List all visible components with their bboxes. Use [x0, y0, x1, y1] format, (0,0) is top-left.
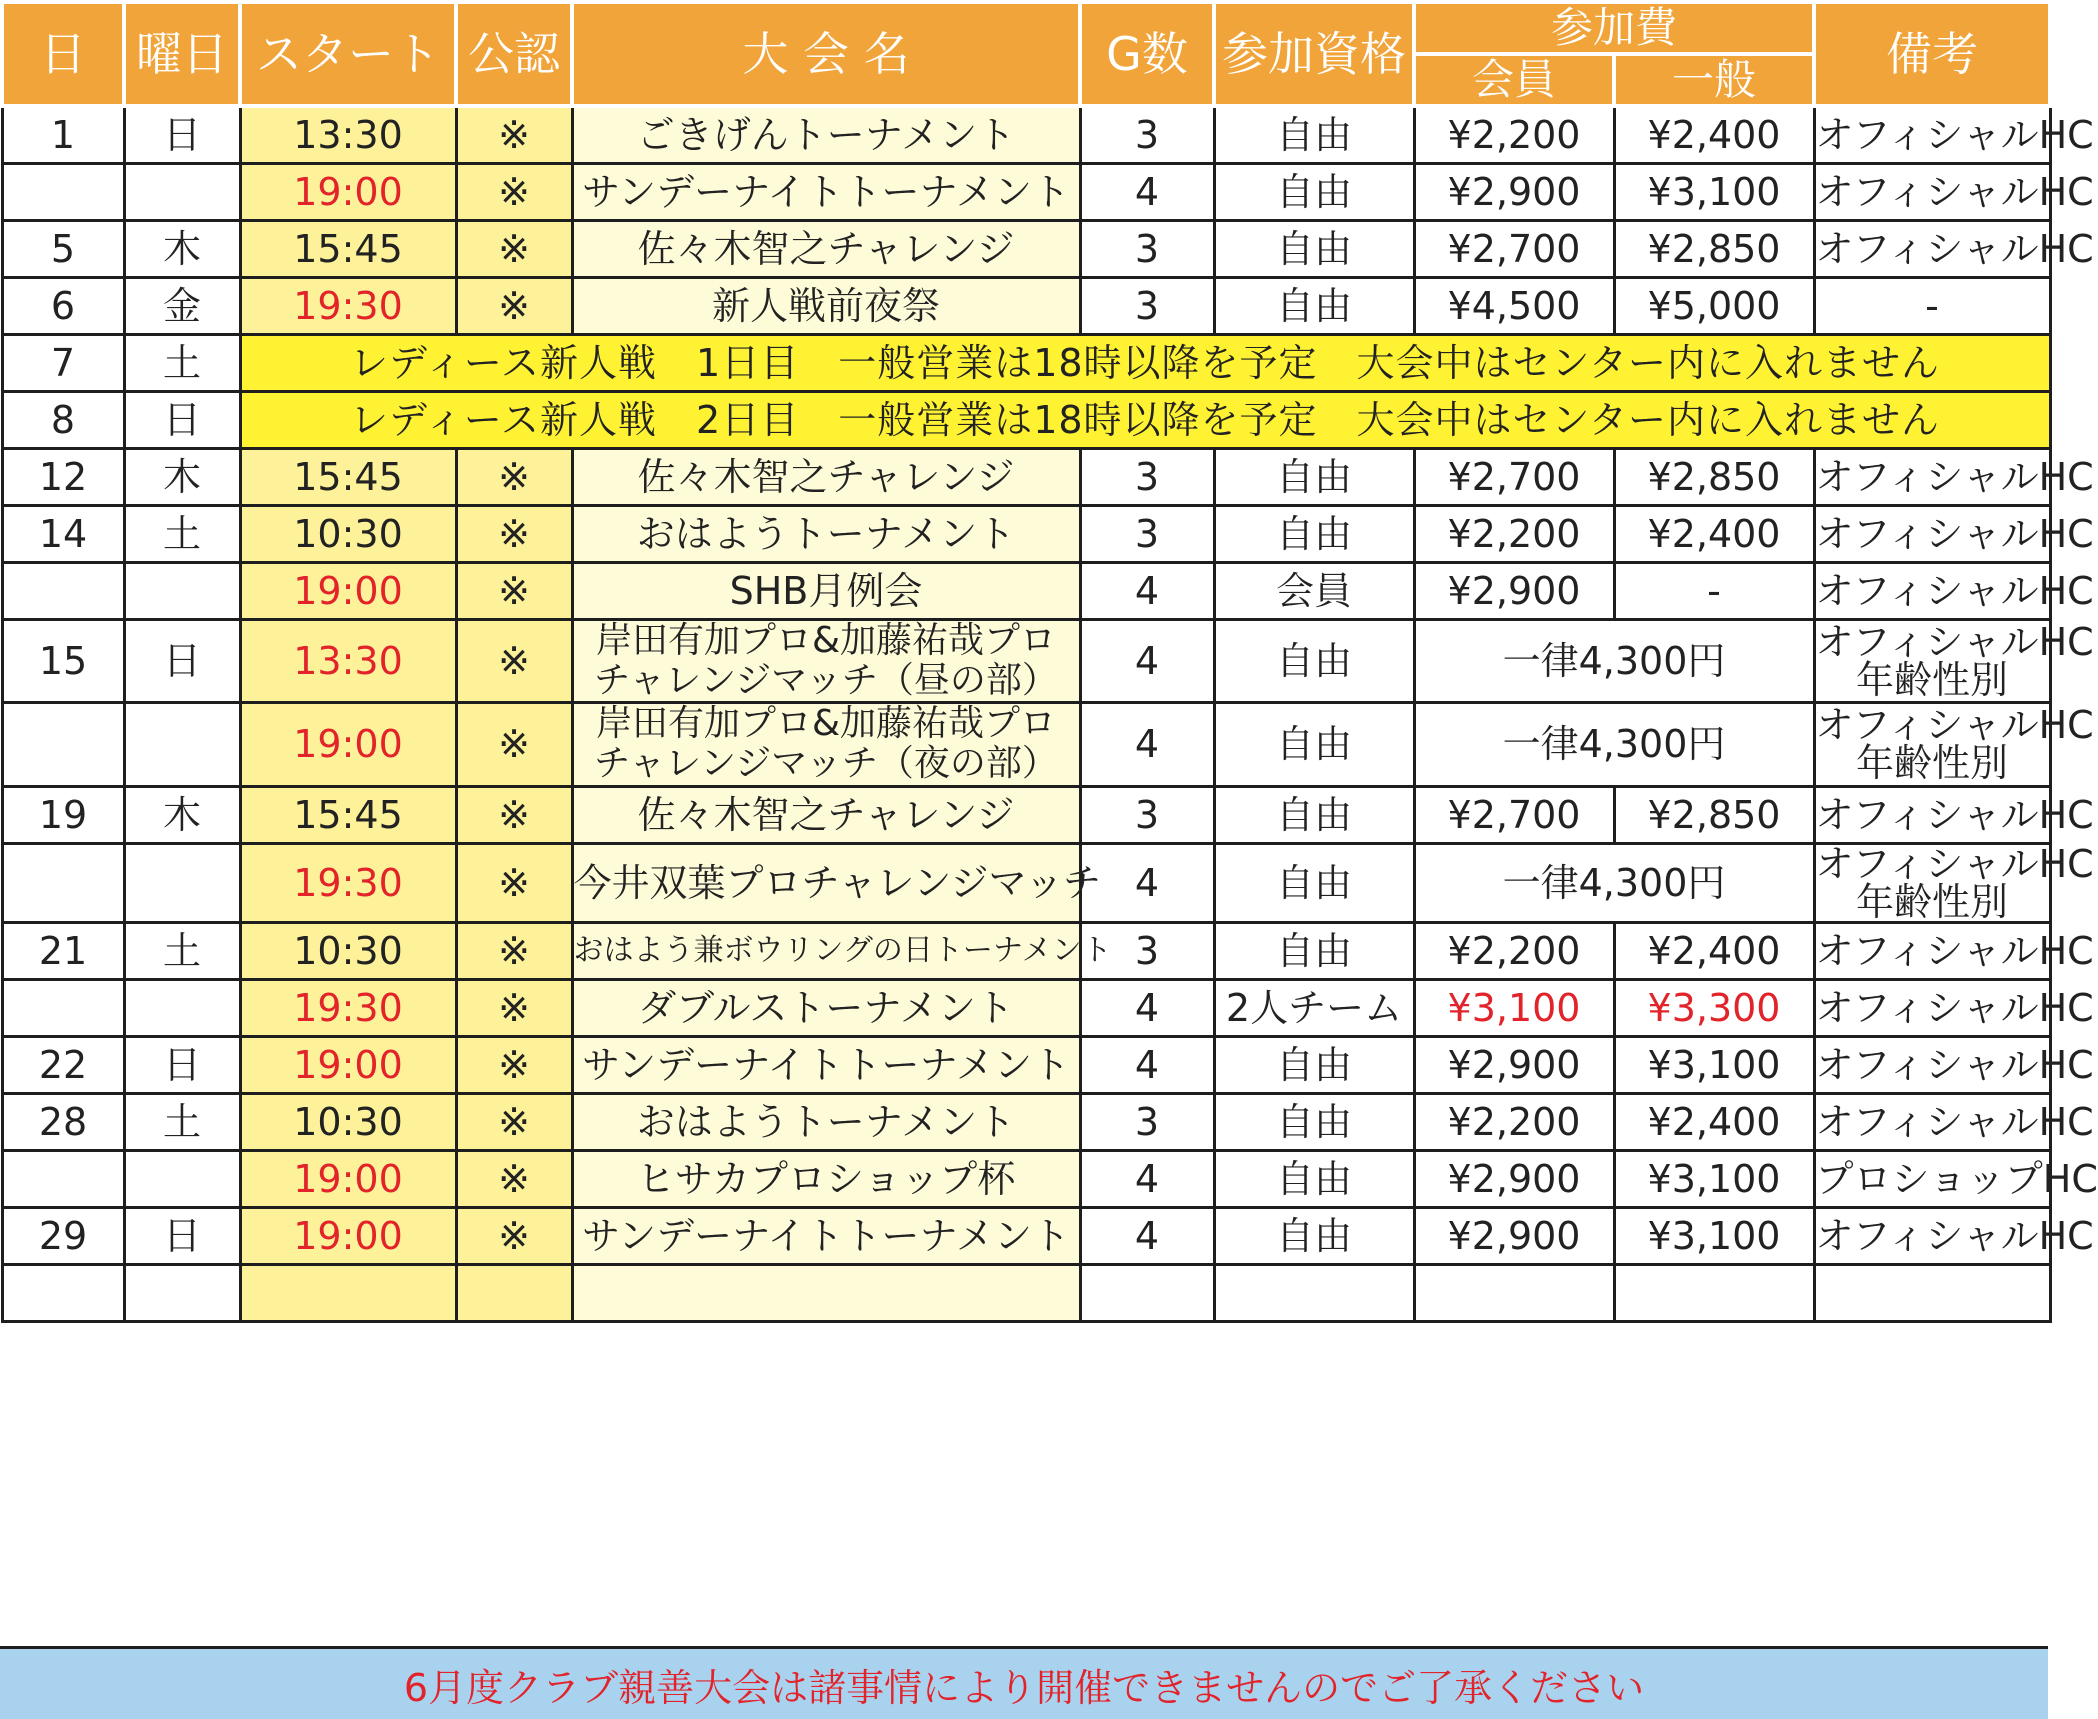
tournament-name-cell: SHB月例会 [572, 562, 1080, 619]
eligibility-cell: 自由 [1214, 703, 1414, 787]
certified-mark-cell: ※ [456, 1036, 572, 1093]
member-fee-cell: ¥2,900 [1414, 1150, 1614, 1207]
tournament-name-cell: おはようトーナメント [572, 505, 1080, 562]
remarks-line1: オフィシャルHC [1815, 841, 2094, 886]
eligibility-cell: 2人チーム [1214, 979, 1414, 1036]
day-cell [2, 1150, 124, 1207]
general-fee-cell: ¥3,300 [1614, 979, 1814, 1036]
header-games: G数 [1080, 2, 1214, 106]
general-fee-cell: ¥2,850 [1614, 220, 1814, 277]
empty-cell [1080, 1264, 1214, 1321]
empty-cell [2, 1264, 124, 1321]
empty-cell [240, 1264, 456, 1321]
empty-cell [1414, 1264, 1614, 1321]
day-cell: 29 [2, 1207, 124, 1264]
footer-notice: 6月度クラブ親善大会は諸事情により開催できませんのでご了承ください [0, 1646, 2048, 1719]
empty-cell [456, 1264, 572, 1321]
tournament-name-cell: 佐々木智之チャレンジ [572, 448, 1080, 505]
start-time-cell: 10:30 [240, 922, 456, 979]
day-cell: 28 [2, 1093, 124, 1150]
general-fee-cell: - [1614, 562, 1814, 619]
flat-fee-cell: 一律4,300円 [1414, 703, 1814, 787]
table-header [2, 2, 2050, 106]
table-row [2, 1093, 2050, 1150]
eligibility-cell: 自由 [1214, 786, 1414, 843]
start-time-cell: 19:00 [240, 1036, 456, 1093]
games-cell: 4 [1080, 1036, 1214, 1093]
remarks-cell: オフィシャルHC [1814, 106, 2050, 163]
general-fee-cell: ¥3,100 [1614, 1036, 1814, 1093]
tournament-name-cell [572, 619, 1080, 703]
day-cell [2, 979, 124, 1036]
header-certified: 公認 [456, 2, 572, 106]
general-fee-cell: ¥3,100 [1614, 1207, 1814, 1264]
member-fee-cell: ¥2,900 [1414, 1207, 1614, 1264]
header-fee-general: 一般 [1614, 54, 1814, 106]
member-fee-cell: ¥2,900 [1414, 163, 1614, 220]
games-cell: 4 [1080, 1207, 1214, 1264]
start-time-cell: 19:00 [240, 1207, 456, 1264]
certified-mark-cell: ※ [456, 448, 572, 505]
weekday-cell: 木 [124, 220, 240, 277]
member-fee-cell: ¥2,700 [1414, 220, 1614, 277]
day-cell [2, 703, 124, 787]
weekday-cell [124, 979, 240, 1036]
eligibility-cell: 自由 [1214, 448, 1414, 505]
table-row [2, 277, 2050, 334]
event-banner: レディース新人戦 2日目 一般営業は18時以降を予定 大会中はセンター内に入れません [240, 391, 2050, 448]
games-cell: 4 [1080, 562, 1214, 619]
day-cell: 22 [2, 1036, 124, 1093]
remarks-cell: オフィシャルHC [1814, 786, 2050, 843]
header-start: スタート [240, 2, 456, 106]
member-fee-cell: ¥2,900 [1414, 562, 1614, 619]
table-row [2, 106, 2050, 163]
tournament-name-cell: ごきげんトーナメント [572, 106, 1080, 163]
table-row [2, 163, 2050, 220]
general-fee-cell: ¥2,400 [1614, 505, 1814, 562]
general-fee-cell: ¥2,850 [1614, 786, 1814, 843]
start-time-cell: 13:30 [240, 106, 456, 163]
games-cell: 4 [1080, 619, 1214, 703]
weekday-cell [124, 163, 240, 220]
certified-mark-cell: ※ [456, 1150, 572, 1207]
start-time-cell: 19:30 [240, 979, 456, 1036]
weekday-cell: 日 [124, 619, 240, 703]
remarks-cell: オフィシャルHC [1814, 163, 2050, 220]
weekday-cell: 土 [124, 505, 240, 562]
games-cell: 3 [1080, 505, 1214, 562]
games-cell: 3 [1080, 277, 1214, 334]
eligibility-cell: 自由 [1214, 843, 1414, 922]
weekday-cell: 日 [124, 391, 240, 448]
header-fee-member: 会員 [1414, 54, 1614, 106]
table-row [2, 786, 2050, 843]
weekday-cell: 土 [124, 1093, 240, 1150]
tournament-name-line2: チャレンジマッチ（昼の部） [594, 659, 1058, 701]
certified-mark-cell: ※ [456, 1093, 572, 1150]
empty-cell [1814, 1264, 2050, 1321]
tournament-name-cell: 佐々木智之チャレンジ [572, 786, 1080, 843]
header-fee: 参加費 [1414, 2, 1814, 54]
general-fee-cell: ¥5,000 [1614, 277, 1814, 334]
weekday-cell: 木 [124, 786, 240, 843]
header-name: 大 会 名 [572, 2, 1080, 106]
start-time-cell: 10:30 [240, 505, 456, 562]
tournament-name-line2: チャレンジマッチ（夜の部） [594, 743, 1058, 785]
remarks-line2: 年齢性別 [1856, 879, 2009, 924]
games-cell: 3 [1080, 922, 1214, 979]
certified-mark-cell: ※ [456, 979, 572, 1036]
weekday-cell [124, 843, 240, 922]
remarks-cell: プロショップHC [1814, 1150, 2050, 1207]
remarks-line1: オフィシャルHC [1815, 619, 2094, 664]
empty-cell [572, 1264, 1080, 1321]
table-row [2, 391, 2050, 448]
table-row [2, 1207, 2050, 1264]
eligibility-cell: 自由 [1214, 220, 1414, 277]
remarks-line1: オフィシャルHC [1815, 703, 2094, 748]
remarks-cell [1814, 703, 2094, 787]
certified-mark-cell: ※ [456, 106, 572, 163]
certified-mark-cell: ※ [456, 619, 572, 703]
eligibility-cell: 自由 [1214, 163, 1414, 220]
member-fee-cell: ¥2,900 [1414, 1036, 1614, 1093]
header-eligibility: 参加資格 [1214, 2, 1414, 106]
empty-row [2, 1264, 2050, 1321]
eligibility-cell: 自由 [1214, 922, 1414, 979]
tournament-name-cell: おはようトーナメント [572, 1093, 1080, 1150]
weekday-cell: 土 [124, 922, 240, 979]
general-fee-cell: ¥2,400 [1614, 922, 1814, 979]
games-cell: 3 [1080, 220, 1214, 277]
remarks-cell: オフィシャルHC [1814, 220, 2050, 277]
start-time-cell: 15:45 [240, 786, 456, 843]
games-cell: 4 [1080, 979, 1214, 1036]
remarks-cell: オフィシャルHC [1814, 922, 2050, 979]
start-time-cell: 13:30 [240, 619, 456, 703]
member-fee-cell: ¥2,200 [1414, 922, 1614, 979]
day-cell: 21 [2, 922, 124, 979]
remarks-cell: オフィシャルHC [1814, 448, 2050, 505]
empty-cell [1614, 1264, 1814, 1321]
day-cell: 7 [2, 334, 124, 391]
weekday-cell: 日 [124, 1036, 240, 1093]
remarks-cell [1814, 619, 2094, 703]
member-fee-cell: ¥2,200 [1414, 1093, 1614, 1150]
eligibility-cell: 自由 [1214, 1150, 1414, 1207]
certified-mark-cell: ※ [456, 922, 572, 979]
day-cell: 5 [2, 220, 124, 277]
day-cell [2, 163, 124, 220]
member-fee-cell: ¥2,700 [1414, 786, 1614, 843]
tournament-name-cell: サンデーナイトトーナメント [572, 1207, 1080, 1264]
weekday-cell: 木 [124, 448, 240, 505]
games-cell: 3 [1080, 448, 1214, 505]
remarks-cell: - [1814, 277, 2050, 334]
certified-mark-cell: ※ [456, 562, 572, 619]
certified-mark-cell: ※ [456, 505, 572, 562]
table-row [2, 703, 2050, 787]
weekday-cell: 日 [124, 1207, 240, 1264]
day-cell: 14 [2, 505, 124, 562]
weekday-cell [124, 1150, 240, 1207]
weekday-cell: 土 [124, 334, 240, 391]
remarks-line2: 年齢性別 [1856, 741, 2009, 786]
start-time-cell: 19:00 [240, 703, 456, 787]
games-cell: 4 [1080, 163, 1214, 220]
start-time-cell: 19:00 [240, 1150, 456, 1207]
games-cell: 3 [1080, 106, 1214, 163]
remarks-line2: 年齢性別 [1856, 657, 2009, 702]
table-row [2, 448, 2050, 505]
weekday-cell: 日 [124, 106, 240, 163]
day-cell [2, 562, 124, 619]
start-time-cell: 19:30 [240, 277, 456, 334]
eligibility-cell: 自由 [1214, 1093, 1414, 1150]
eligibility-cell: 会員 [1214, 562, 1414, 619]
tournament-name-cell: サンデーナイトトーナメント [572, 163, 1080, 220]
table-row [2, 1150, 2050, 1207]
start-time-cell: 19:00 [240, 163, 456, 220]
tournament-name-cell: 今井双葉プロチャレンジマッチ [572, 843, 1080, 922]
tournament-name-line1: 岸田有加プロ&加藤祐哉プロ [595, 703, 1057, 745]
empty-cell [124, 1264, 240, 1321]
tournament-name-cell: ヒサカプロショップ杯 [572, 1150, 1080, 1207]
table-row [2, 562, 2050, 619]
day-cell: 1 [2, 106, 124, 163]
certified-mark-cell: ※ [456, 786, 572, 843]
flat-fee-cell: 一律4,300円 [1414, 843, 1814, 922]
games-cell: 3 [1080, 1093, 1214, 1150]
table-row [2, 979, 2050, 1036]
certified-mark-cell: ※ [456, 220, 572, 277]
day-cell: 8 [2, 391, 124, 448]
table-row [2, 619, 2050, 703]
table-row [2, 922, 2050, 979]
member-fee-cell: ¥4,500 [1414, 277, 1614, 334]
header-day: 日 [2, 2, 124, 106]
general-fee-cell: ¥2,400 [1614, 106, 1814, 163]
header-weekday: 曜日 [124, 2, 240, 106]
member-fee-cell: ¥2,200 [1414, 505, 1614, 562]
weekday-cell [124, 562, 240, 619]
eligibility-cell: 自由 [1214, 277, 1414, 334]
member-fee-cell: ¥2,700 [1414, 448, 1614, 505]
day-cell: 12 [2, 448, 124, 505]
tournament-name-cell: おはよう兼ボウリングの日トーナメント [572, 922, 1080, 979]
certified-mark-cell: ※ [456, 843, 572, 922]
remarks-cell: オフィシャルHC [1814, 1207, 2050, 1264]
start-time-cell: 19:30 [240, 843, 456, 922]
empty-cell [1214, 1264, 1414, 1321]
eligibility-cell: 自由 [1214, 619, 1414, 703]
tournament-name-cell: ダブルストーナメント [572, 979, 1080, 1036]
eligibility-cell: 自由 [1214, 106, 1414, 163]
general-fee-cell: ¥2,400 [1614, 1093, 1814, 1150]
games-cell: 4 [1080, 703, 1214, 787]
day-cell: 6 [2, 277, 124, 334]
remarks-cell: オフィシャルHC [1814, 979, 2050, 1036]
games-cell: 4 [1080, 1150, 1214, 1207]
event-banner: レディース新人戦 1日目 一般営業は18時以降を予定 大会中はセンター内に入れません [240, 334, 2050, 391]
certified-mark-cell: ※ [456, 277, 572, 334]
tournament-name-cell: サンデーナイトトーナメント [572, 1036, 1080, 1093]
tournament-name-line1: 岸田有加プロ&加藤祐哉プロ [595, 619, 1057, 661]
certified-mark-cell: ※ [456, 163, 572, 220]
tournament-name-cell: 佐々木智之チャレンジ [572, 220, 1080, 277]
eligibility-cell: 自由 [1214, 1036, 1414, 1093]
general-fee-cell: ¥2,850 [1614, 448, 1814, 505]
table-row [2, 334, 2050, 391]
certified-mark-cell: ※ [456, 703, 572, 787]
tournament-name-cell [572, 703, 1080, 787]
header-remarks: 備考 [1814, 2, 2050, 106]
start-time-cell: 15:45 [240, 448, 456, 505]
remarks-cell: オフィシャルHC [1814, 1093, 2050, 1150]
general-fee-cell: ¥3,100 [1614, 163, 1814, 220]
remarks-cell [1814, 841, 2094, 924]
start-time-cell: 15:45 [240, 220, 456, 277]
start-time-cell: 10:30 [240, 1093, 456, 1150]
games-cell: 4 [1080, 843, 1214, 922]
table-body [2, 106, 2098, 1321]
games-cell: 3 [1080, 786, 1214, 843]
remarks-cell: オフィシャルHC [1814, 1036, 2050, 1093]
table-row [2, 1036, 2050, 1093]
eligibility-cell: 自由 [1214, 505, 1414, 562]
weekday-cell [124, 703, 240, 787]
general-fee-cell: ¥3,100 [1614, 1150, 1814, 1207]
eligibility-cell: 自由 [1214, 1207, 1414, 1264]
start-time-cell: 19:00 [240, 562, 456, 619]
remarks-cell: オフィシャルHC [1814, 562, 2050, 619]
tournament-name-cell: 新人戦前夜祭 [572, 277, 1080, 334]
day-cell: 19 [2, 786, 124, 843]
certified-mark-cell: ※ [456, 1207, 572, 1264]
member-fee-cell: ¥3,100 [1414, 979, 1614, 1036]
day-cell: 15 [2, 619, 124, 703]
table-row [2, 843, 2050, 922]
day-cell [2, 843, 124, 922]
flat-fee-cell: 一律4,300円 [1414, 619, 1814, 703]
table-row [2, 505, 2050, 562]
table-row [2, 220, 2050, 277]
weekday-cell: 金 [124, 277, 240, 334]
remarks-cell: オフィシャルHC [1814, 505, 2050, 562]
member-fee-cell: ¥2,200 [1414, 106, 1614, 163]
